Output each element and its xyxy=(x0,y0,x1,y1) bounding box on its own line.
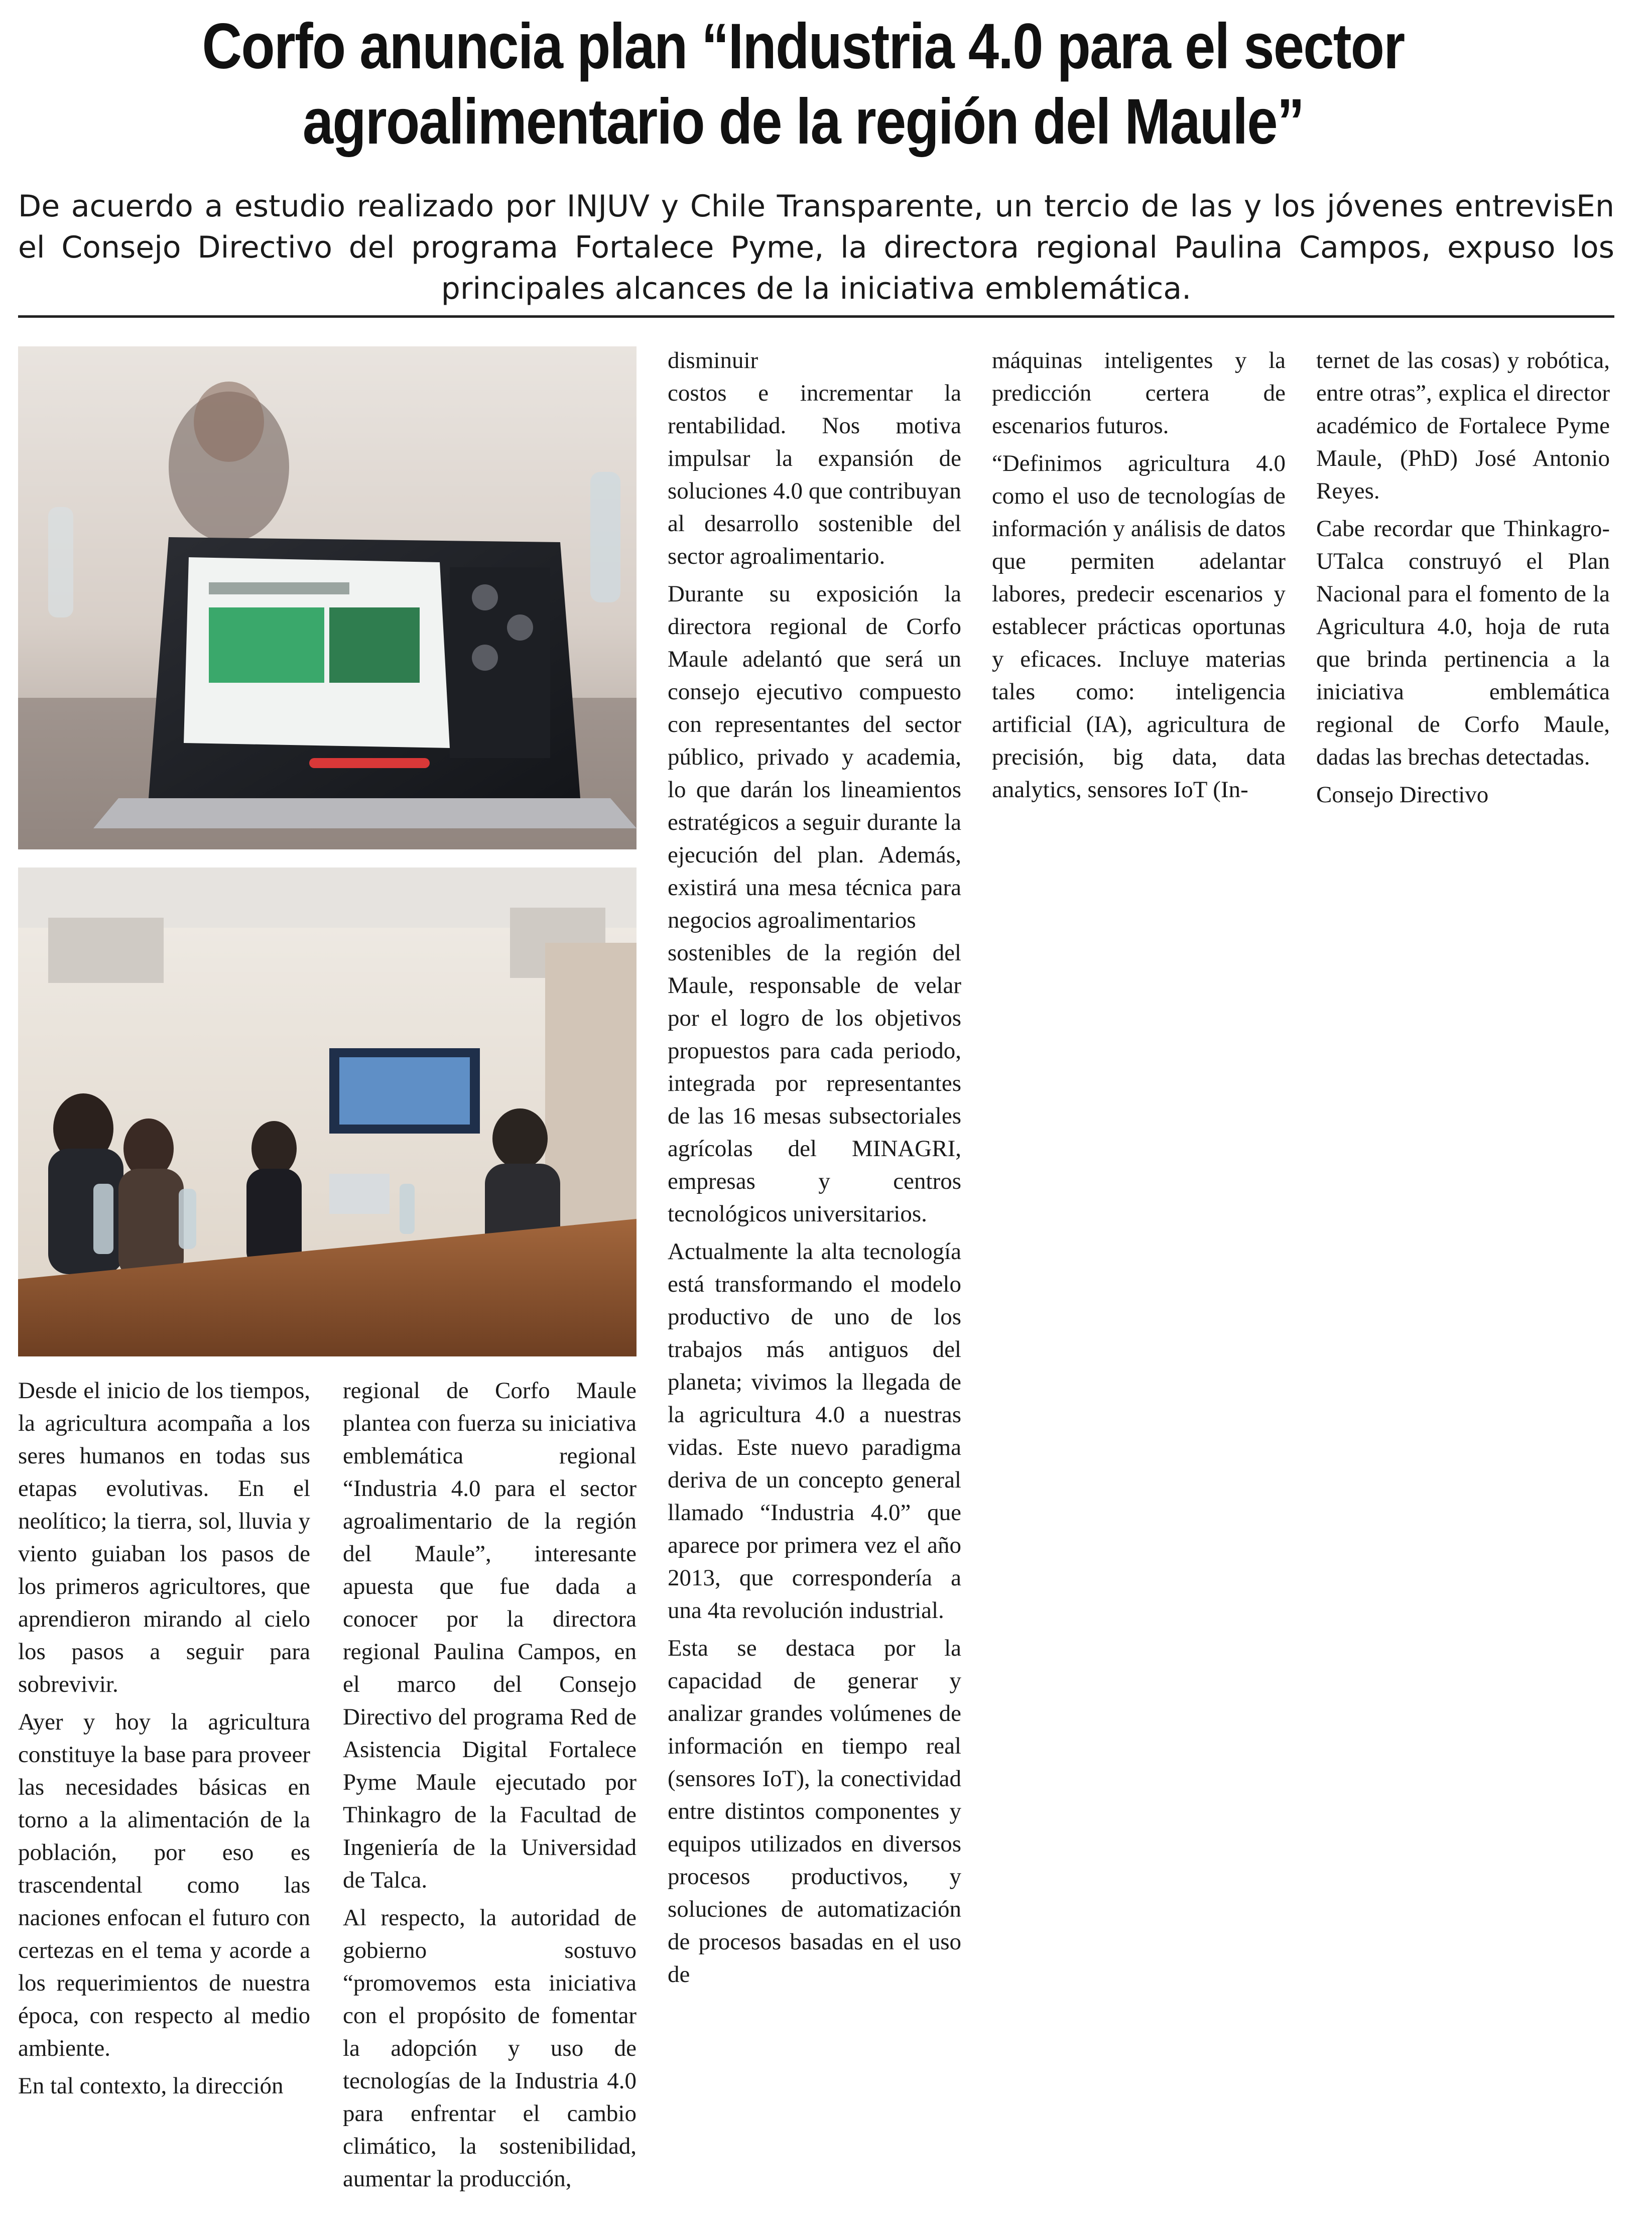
paragraph: Esta se destaca por la capacidad de generar y analizar grandes volúmenes de información en tiempo real (sensores IoT), la conectividad entre distintos componentes y equipos utilizados en diversos procesos productivos, y soluciones de automatización de procesos basadas en el uso de xyxy=(668,1635,961,1987)
paragraph: Cabe recordar que Thinkagro- UTalca construyó el Plan Nacional para el fomento de la Agricultura 4.0, hoja de ruta que brinda pertinencia a la iniciativa emblemática regional de Corfo Maule, dadas las brechas detectadas. xyxy=(1316,516,1610,770)
article-headline xyxy=(139,9,1468,160)
paragraph: ternet de las cosas) y robótica, entre otras”, explica el director académico de Fortalece Pyme Maule, (PhD) José Antonio Reyes. xyxy=(1316,347,1610,504)
paragraph: regional de Corfo Maule plantea con fuerza su iniciativa emblemática regional “Industria 4.0 para el sector agroalimentario de la región del Maule”, interesante apuesta que fue dada a conocer por la directora regional Paulina Campos, en el marco del Consejo Directivo del programa Red de Asistencia Digital Fortalece Pyme Maule ejecutado por Thinkagro de la Facultad de Ingeniería de la Universidad de Talca. xyxy=(343,1378,637,1893)
paragraph: disminuir xyxy=(668,347,758,374)
paragraph: En tal contexto, la dirección xyxy=(18,2073,284,2099)
paragraph: Actualmente la alta tecnología está transformando el modelo productivo de uno de los trabajos más antiguos del planeta; vivimos la llegada de la agricultura 4.0 a nuestras vidas. Este nuevo paradigma deriva de un concepto general llamado “Industria 4.0” que aparece por primera vez el año 2013, que correspondería a una 4ta revolución industrial. xyxy=(668,1238,961,1624)
paragraph: sostenibles de la región del Maule, responsable de velar por el logro de los objetivos propuestos para cada periodo, integrada por representantes de las 16 mesas subsectoriales agrícolas del MINAGRI, empresas y centros tecnológicos universitarios. xyxy=(668,940,961,1227)
article-deck: De acuerdo a estudio realizado por INJUV y Chile Transparente, un tercio de las y los jóvenes entrevisEn el Consejo Directivo del programa Fortalece Pyme, la directora regional Paulina Campos, expuso los principales alcances de la iniciativa emblemática. xyxy=(18,189,1614,306)
article-column-1 xyxy=(18,1375,310,2107)
headline-line-1: Corfo anuncia plan “Industria 4.0 para el sector xyxy=(202,11,1405,82)
paragraph: Durante su exposición la directora regional de Corfo Maule adelantó que será un consejo ejecutivo compuesto con representantes del sector público, privado y academia, lo que darán los lineamientos estratégicos a seguir durante la ejecución del plan. Además, existirá una mesa técnica para negocios agroalimentarios xyxy=(668,581,961,933)
paragraph: Al respecto, la autoridad de gobierno sostuvo “promovemos esta iniciativa con el propósito de fomentar la adopción y uso de tecnologías de la Industria 4.0 para enfrentar el cambio climático, la sostenibilidad, aumentar la producción, xyxy=(343,1905,637,2192)
paragraph: “Definimos agricultura 4.0 como el uso de tecnologías de información y análisis de datos que permiten adelantar labores, predecir escenarios y establecer prácticas oportunas y eficaces. Incluye materias tales como: inteligencia artificial (IA), agricultura de precisión, big data, data analytics, sensores IoT (In- xyxy=(992,450,1286,803)
article-column-2 xyxy=(343,1375,637,2200)
article-column-4 xyxy=(992,344,1286,811)
paragraph: costos e incrementar la rentabilidad. Nos motiva impulsar la expansión de soluciones 4.0 que contribuyan al desarrollo sostenible del sector agroalimentario. xyxy=(668,380,961,569)
article-column-5 xyxy=(1316,344,1610,816)
headline-line-2: agroalimentario de la región del Maule” xyxy=(302,86,1304,158)
paragraph: máquinas inteligentes y la predicción certera de escenarios futuros. xyxy=(992,347,1286,439)
photo-meeting-room xyxy=(18,867,637,1356)
article-column-3 xyxy=(668,344,961,1996)
paragraph: Consejo Directivo xyxy=(1316,782,1489,808)
paragraph: Ayer y hoy la agricultura constituye la base para proveer las necesidades básicas en torno a la alimentación de la población, por eso es trascendental como las naciones enfocan el futuro con certezas en el tema y acorde a los requerimientos de nuestra época, con respecto al medio ambiente. xyxy=(18,1709,311,2061)
headline-divider xyxy=(18,315,1614,318)
photo-laptop-meeting xyxy=(18,346,637,849)
paragraph: Desde el inicio de los tiempos, la agricultura acompaña a los seres humanos en todas sus etapas evolutivas. En el neolítico; la tierra, sol, lluvia y viento guiaban los pasos de los primeros agricultores, que aprendieron mirando al cielo los pasos a seguir para sobrevivir. xyxy=(18,1378,310,1697)
